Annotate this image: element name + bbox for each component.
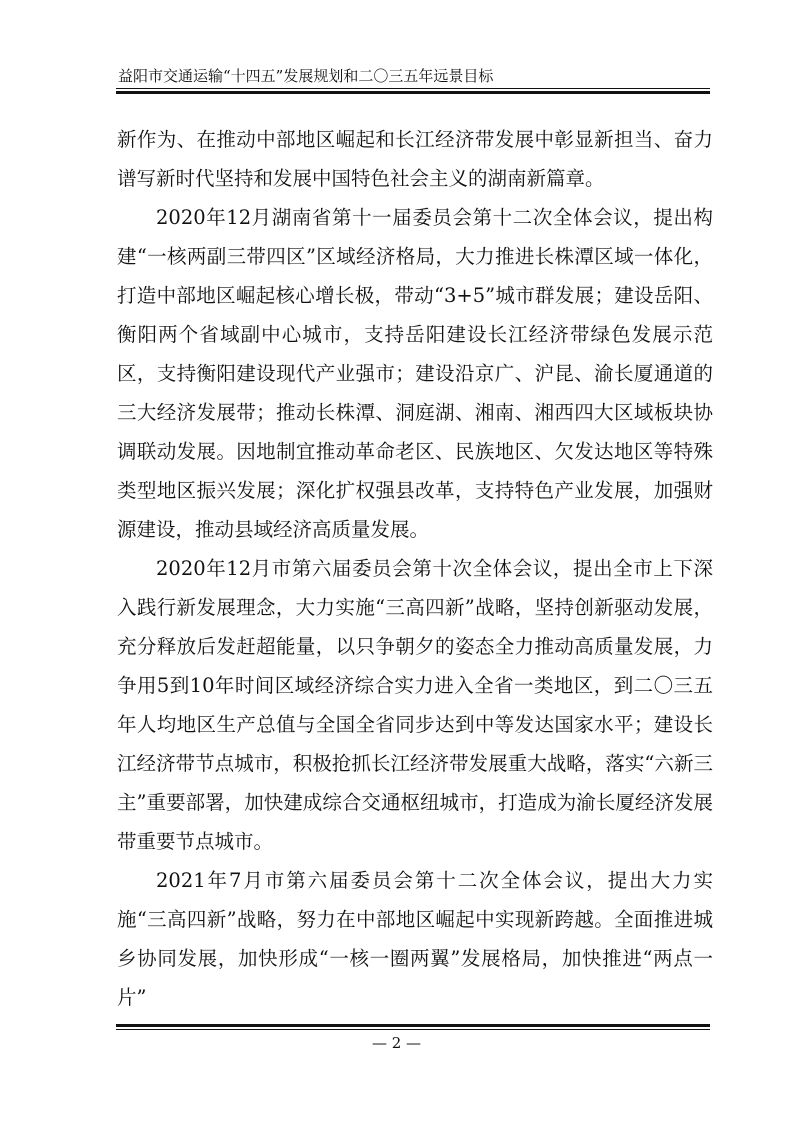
header-rule-thick xyxy=(116,91,710,94)
running-header: 益阳市交通运输“十四五”发展规划和二〇三五年远景目标 xyxy=(118,67,494,85)
footer-rule-thick xyxy=(116,1024,710,1027)
header-rule-thin xyxy=(116,88,710,89)
page-number: — 2 — xyxy=(371,1034,422,1052)
paragraph-continued: 新作为、在推动中部地区崛起和长江经济带发展中彰显新担当、奋力谱写新时代坚持和发展中国特色社会主义的湖南新篇章。 xyxy=(117,128,713,190)
footer-rule-thin xyxy=(116,1029,710,1030)
paragraph: 2020年12月湖南省第十一届委员会第十二次全体会议，提出构建“一核两副三带四区”区域经济格局，大力推进长株潭区域一体化，打造中部地区崛起核心增长极，带动“3+5”城市群发展；建设岳阳、衡阳两个省域副中心城市，支持岳阳建设长江经济带绿色发展示范区，支持衡阳建设现代产业强市；建设沿京广、沪昆、渝长厦通道的三大经济发展带；推动长株潭、洞庭湖、湘南、湘西四大区域板块协调联动发展。因地制宜推动革命老区、民族地区、欠发达地区等特殊类型地区振兴发展；深化扩权强县改革，支持特色产业发展，加强财源建设，推动县域经济高质量发展。 xyxy=(117,206,713,541)
body-text xyxy=(117,120,713,1017)
paragraph: 2021年7月市第六届委员会第十二次全体会议，提出大力实施“三高四新”战略，努力在中部地区崛起中实现新跨越。全面推进城乡协同发展，加快形成“一核一圈两翼”发展格局，加快推进“两点一片” xyxy=(117,869,713,1009)
paragraph: 2020年12月市第六届委员会第十次全体会议，提出全市上下深入践行新发展理念，大力实施“三高四新”战略，坚持创新驱动发展，充分释放后发赶超能量，以只争朝夕的姿态全力推动高质量发展，力争用5到10年时间区域经济综合实力进入全省一类地区，到二〇三五年人均地区生产总值与全国全省同步达到中等发达国家水平；建设长江经济带节点城市，积极抢抓长江经济带发展重大战略，落实“六新三主”重要部署，加快建成综合交通枢纽城市，打造成为渝长厦经济发展带重要节点城市。 xyxy=(117,557,713,853)
